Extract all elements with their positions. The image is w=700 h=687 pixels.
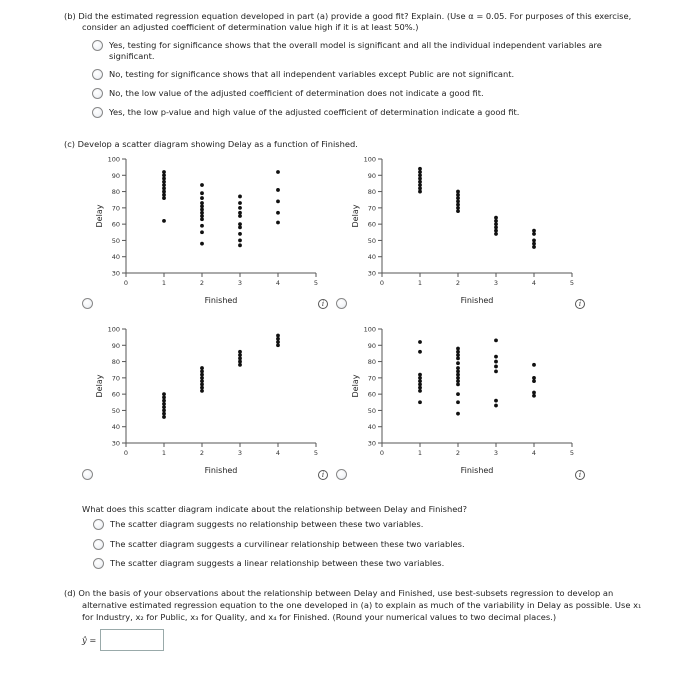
y-tick-label: 50: [111, 406, 120, 415]
data-point: [276, 340, 280, 344]
data-point: [494, 216, 498, 220]
relationship-option-1-radio[interactable]: [93, 519, 104, 530]
data-point: [494, 222, 498, 226]
data-point: [200, 204, 204, 208]
part-b-option-1-cont: significant.: [109, 51, 155, 61]
data-point: [456, 199, 460, 203]
scatter-plot-2: [334, 152, 584, 310]
relationship-option-2-radio[interactable]: [93, 539, 104, 550]
y-tick-label: 40: [367, 423, 376, 432]
x-tick-label: 5: [313, 279, 319, 287]
data-point: [494, 229, 498, 233]
data-point: [456, 392, 460, 396]
data-point: [238, 195, 242, 199]
data-point: [276, 170, 280, 174]
part-d-question-cont-2: for Industry, x₂ for Public, x₃ for Quality, and x₄ for Finished. (Round your numerical values to two decimal places.): [82, 612, 557, 622]
x-tick-label: 0: [123, 449, 129, 457]
x-tick-label: 3: [493, 449, 499, 457]
y-tick-label: 80: [111, 188, 120, 197]
info-icon[interactable]: i: [318, 470, 328, 480]
y-tick-label: 60: [367, 220, 376, 229]
data-point: [418, 376, 422, 380]
data-point: [162, 409, 166, 413]
y-axis-label: Delay: [95, 374, 104, 398]
data-point: [162, 402, 166, 406]
part-b-option-3[interactable]: No, the low value of the adjusted coefficient of determination does not indicate a good fit.: [109, 88, 484, 98]
data-point: [456, 353, 460, 357]
data-point: [238, 214, 242, 218]
data-point: [418, 382, 422, 386]
relationship-option-3-radio[interactable]: [93, 558, 104, 569]
relationship-option-2[interactable]: The scatter diagram suggests a curvilinear relationship between these two variables.: [110, 539, 465, 549]
data-point: [238, 363, 242, 367]
x-tick-label: 0: [379, 449, 385, 457]
x-tick-label: 4: [531, 279, 537, 287]
y-axis-label: Delay: [351, 204, 360, 228]
data-point: [418, 180, 422, 184]
y-tick-label: 80: [367, 188, 376, 197]
data-point: [162, 392, 166, 396]
data-point: [162, 177, 166, 181]
data-point: [532, 394, 536, 398]
data-point: [418, 386, 422, 390]
part-b-question-cont: consider an adjusted coefficient of determination value high if it is at least 50%.): [82, 22, 419, 32]
data-point: [238, 201, 242, 205]
data-point: [532, 245, 536, 249]
data-point: [200, 224, 204, 228]
data-point: [200, 379, 204, 383]
data-point: [200, 183, 204, 187]
x-tick-label: 5: [569, 449, 575, 457]
part-b-option-4-radio[interactable]: [92, 107, 103, 118]
x-tick-label: 2: [455, 449, 461, 457]
data-point: [456, 366, 460, 370]
x-tick-label: 1: [161, 279, 167, 287]
data-point: [276, 221, 280, 225]
data-point: [200, 201, 204, 205]
data-point: [532, 363, 536, 367]
data-point: [456, 400, 460, 404]
data-point: [418, 389, 422, 393]
y-tick-label: 80: [367, 358, 376, 367]
data-point: [456, 379, 460, 383]
data-point: [418, 373, 422, 377]
info-icon[interactable]: i: [318, 299, 328, 309]
data-point: [200, 191, 204, 195]
data-point: [494, 365, 498, 369]
data-point: [532, 391, 536, 395]
scatter-plot-1: [78, 152, 328, 310]
data-point: [456, 356, 460, 360]
data-point: [456, 196, 460, 200]
data-point: [276, 337, 280, 341]
y-tick-label: 60: [111, 390, 120, 399]
data-point: [494, 226, 498, 230]
data-point: [200, 217, 204, 221]
part-d-question: (d) On the basis of your observations about the relationship between Delay and Finished, use best-subsets regression to develop an: [64, 588, 614, 598]
y-tick-label: 90: [367, 171, 376, 180]
data-point: [276, 334, 280, 338]
data-point: [456, 361, 460, 365]
data-point: [200, 373, 204, 377]
data-point: [238, 356, 242, 360]
x-tick-label: 3: [493, 279, 499, 287]
data-point: [418, 183, 422, 187]
data-point: [276, 211, 280, 215]
data-point: [200, 208, 204, 212]
y-tick-label: 70: [367, 374, 376, 383]
scatter-plot-3: [78, 322, 328, 480]
data-point: [418, 173, 422, 177]
data-point: [532, 379, 536, 383]
data-point: [238, 239, 242, 243]
data-point: [162, 183, 166, 187]
y-tick-label: 30: [367, 439, 376, 448]
y-tick-label: 50: [367, 406, 376, 415]
x-tick-label: 0: [123, 279, 129, 287]
x-tick-label: 2: [199, 449, 205, 457]
data-point: [532, 239, 536, 243]
x-axis-label: Finished: [460, 296, 494, 305]
data-point: [418, 379, 422, 383]
data-point: [162, 190, 166, 194]
data-point: [162, 173, 166, 177]
y-tick-label: 70: [111, 204, 120, 213]
y-tick-label: 100: [107, 325, 120, 334]
part-c-question: (c) Develop a scatter diagram showing Delay as a function of Finished.: [64, 139, 358, 149]
data-point: [238, 206, 242, 210]
data-point: [276, 188, 280, 192]
y-tick-label: 30: [111, 269, 120, 278]
y-tick-label: 40: [111, 253, 120, 262]
x-tick-label: 1: [417, 449, 423, 457]
x-axis-label: Finished: [204, 296, 238, 305]
data-point: [162, 399, 166, 403]
data-point: [238, 350, 242, 354]
relationship-option-1[interactable]: The scatter diagram suggests no relationship between these two variables.: [110, 519, 424, 529]
data-point: [200, 214, 204, 218]
data-point: [238, 222, 242, 226]
data-point: [456, 190, 460, 194]
info-icon[interactable]: i: [575, 299, 585, 309]
x-tick-label: 4: [275, 279, 281, 287]
relationship-question: What does this scatter diagram indicate about the relationship between Delay and Finished?: [82, 504, 467, 514]
data-point: [456, 347, 460, 351]
data-point: [200, 366, 204, 370]
regression-equation-input[interactable]: [100, 629, 164, 651]
yhat-label: ŷ =: [82, 635, 97, 645]
data-point: [456, 350, 460, 354]
y-tick-label: 90: [111, 171, 120, 180]
data-point: [238, 211, 242, 215]
data-point: [532, 376, 536, 380]
part-b-option-3-radio[interactable]: [92, 88, 103, 99]
data-point: [418, 400, 422, 404]
x-tick-label: 4: [275, 449, 281, 457]
data-point: [162, 405, 166, 409]
data-point: [238, 232, 242, 236]
data-point: [162, 180, 166, 184]
y-tick-label: 30: [111, 439, 120, 448]
data-point: [456, 193, 460, 197]
part-b-option-2[interactable]: No, testing for significance shows that all independent variables except Public are not significant.: [109, 69, 515, 79]
data-point: [162, 193, 166, 197]
y-tick-label: 100: [363, 325, 376, 334]
data-point: [418, 167, 422, 171]
y-tick-label: 90: [111, 341, 120, 350]
x-tick-label: 5: [569, 279, 575, 287]
x-tick-label: 3: [237, 449, 243, 457]
data-point: [456, 369, 460, 373]
data-point: [418, 340, 422, 344]
part-b-option-4[interactable]: Yes, the low p-value and high value of the adjusted coefficient of determination indicate a good fit.: [109, 107, 520, 117]
data-point: [418, 170, 422, 174]
data-point: [200, 242, 204, 246]
data-point: [532, 242, 536, 246]
data-point: [200, 386, 204, 390]
data-point: [276, 343, 280, 347]
data-point: [200, 369, 204, 373]
data-point: [418, 177, 422, 181]
part-b-option-1[interactable]: Yes, testing for significance shows that the overall model is significant and all the individual independent variables are: [109, 40, 602, 50]
data-point: [532, 232, 536, 236]
data-point: [418, 186, 422, 190]
x-tick-label: 1: [417, 279, 423, 287]
data-point: [238, 243, 242, 247]
part-b-option-1-radio[interactable]: [92, 40, 103, 51]
scatter-plot-1-radio[interactable]: [82, 298, 93, 309]
y-tick-label: 50: [111, 236, 120, 245]
y-tick-label: 40: [367, 253, 376, 262]
data-point: [200, 196, 204, 200]
y-tick-label: 100: [107, 155, 120, 164]
y-tick-label: 90: [367, 341, 376, 350]
data-point: [456, 382, 460, 386]
x-tick-label: 2: [455, 279, 461, 287]
scatter-plot-4: [334, 322, 584, 480]
relationship-option-3[interactable]: The scatter diagram suggests a linear relationship between these two variables.: [110, 558, 445, 568]
data-point: [418, 350, 422, 354]
part-b-option-2-radio[interactable]: [92, 69, 103, 80]
x-tick-label: 1: [161, 449, 167, 457]
data-point: [200, 376, 204, 380]
data-point: [238, 360, 242, 364]
data-point: [456, 209, 460, 213]
data-point: [276, 199, 280, 203]
data-point: [456, 203, 460, 207]
data-point: [162, 186, 166, 190]
data-point: [494, 404, 498, 408]
y-axis-label: Delay: [95, 204, 104, 228]
y-tick-label: 70: [111, 374, 120, 383]
data-point: [456, 206, 460, 210]
y-tick-label: 40: [111, 423, 120, 432]
x-tick-label: 5: [313, 449, 319, 457]
data-point: [200, 230, 204, 234]
y-tick-label: 80: [111, 358, 120, 367]
data-point: [494, 232, 498, 236]
data-point: [418, 190, 422, 194]
scatter-plot-2-radio[interactable]: [336, 298, 347, 309]
data-point: [162, 219, 166, 223]
data-point: [494, 339, 498, 343]
x-tick-label: 4: [531, 449, 537, 457]
data-point: [456, 373, 460, 377]
data-point: [238, 226, 242, 230]
data-point: [200, 389, 204, 393]
data-point: [162, 170, 166, 174]
x-axis-label: Finished: [460, 466, 494, 475]
data-point: [200, 211, 204, 215]
x-tick-label: 3: [237, 279, 243, 287]
data-point: [162, 412, 166, 416]
data-point: [494, 355, 498, 359]
y-tick-label: 60: [111, 220, 120, 229]
data-point: [162, 415, 166, 419]
part-d-question-cont: alternative estimated regression equation to the one developed in (a) to explain as much of the variability in Delay as possible. Use x₁: [82, 600, 642, 610]
data-point: [494, 219, 498, 223]
data-point: [238, 353, 242, 357]
x-tick-label: 2: [199, 279, 205, 287]
y-tick-label: 30: [367, 269, 376, 278]
y-axis-label: Delay: [351, 374, 360, 398]
data-point: [456, 376, 460, 380]
data-point: [494, 369, 498, 373]
data-point: [162, 196, 166, 200]
part-b-question: (b) Did the estimated regression equation developed in part (a) provide a good fit? Explain. (Use α = 0.05. For purposes of this exercise,: [64, 11, 632, 21]
data-point: [456, 412, 460, 416]
data-point: [494, 360, 498, 364]
scatter-plot-3-radio[interactable]: [82, 469, 93, 480]
data-point: [200, 382, 204, 386]
x-tick-label: 0: [379, 279, 385, 287]
data-point: [532, 229, 536, 233]
y-tick-label: 70: [367, 204, 376, 213]
x-axis-label: Finished: [204, 466, 238, 475]
info-icon[interactable]: i: [575, 470, 585, 480]
y-tick-label: 100: [363, 155, 376, 164]
y-tick-label: 50: [367, 236, 376, 245]
data-point: [162, 396, 166, 400]
data-point: [494, 399, 498, 403]
scatter-plot-4-radio[interactable]: [336, 469, 347, 480]
y-tick-label: 60: [367, 390, 376, 399]
